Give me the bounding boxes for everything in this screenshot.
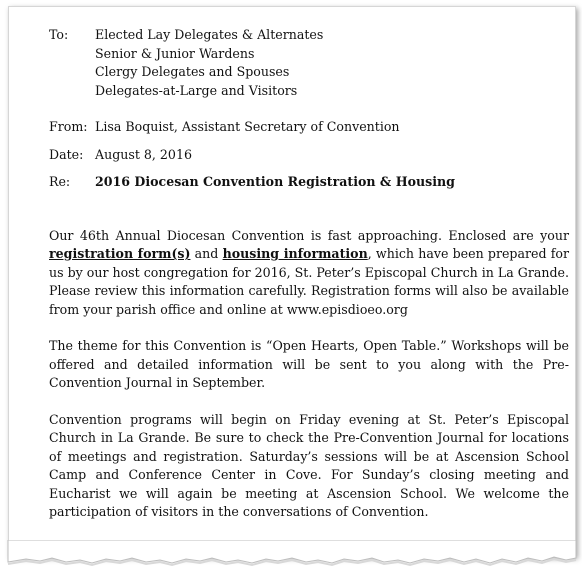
- to-line: Senior & Junior Wardens: [95, 45, 255, 61]
- from-row: [49, 118, 569, 137]
- re-row: [49, 173, 569, 192]
- paragraph-text: and: [190, 246, 223, 261]
- paragraph-intro: [49, 227, 569, 320]
- from-value: Lisa Boquist, Assistant Secretary of Convention: [95, 119, 400, 134]
- registration-form-link[interactable]: registration form(s): [49, 246, 191, 261]
- date-row: [49, 146, 569, 165]
- paragraph-text: Our 46th Annual Diocesan Convention is fast approaching. Enclosed are your: [49, 227, 569, 243]
- date-label: Date:: [49, 146, 84, 162]
- paragraph-programs: Convention programs will begin on Friday evening at St. Peter’s Episcopal Church in La Grande. Be sure to check the Pre-Convention Journal for locations of meetings and registration. Saturday’s sessions will be at Ascension School Camp and Conference Center in Cove. For Sunday’s closing meeting and Eucharist we will again be meeting at Ascension School. We welcome the participation of visitors in the conversations of Convention.: [49, 411, 569, 519]
- to-line: Delegates-at-Large and Visitors: [95, 82, 298, 98]
- re-label: Re:: [49, 174, 71, 189]
- to-row: [49, 26, 569, 45]
- to-line: Clergy Delegates and Spouses: [95, 64, 290, 79]
- to-label: To:: [49, 27, 69, 42]
- to-line: Elected Lay Delegates & Alternates: [95, 27, 324, 42]
- paragraph-theme: The theme for this Convention is “Open Hearts, Open Table.” Workshops will be offered and detailed information will be sent to you along with the Pre-Convention Journal in September.: [49, 338, 569, 390]
- re-subject: 2016 Diocesan Convention Registration & Housing: [95, 174, 455, 189]
- date-value: August 8, 2016: [95, 146, 192, 162]
- from-label: From:: [49, 119, 88, 134]
- housing-information-link[interactable]: housing information: [222, 246, 368, 261]
- torn-edge: [6, 540, 578, 579]
- memo-content: [49, 26, 569, 522]
- paragraph-text: , which have been prepared for us by our host congregation for 2016, St. Peter’s Episcopal Church in La Grande. Please review this information carefully. Registration forms will also be available from your parish office and online at www.episdioeo.org: [49, 246, 569, 317]
